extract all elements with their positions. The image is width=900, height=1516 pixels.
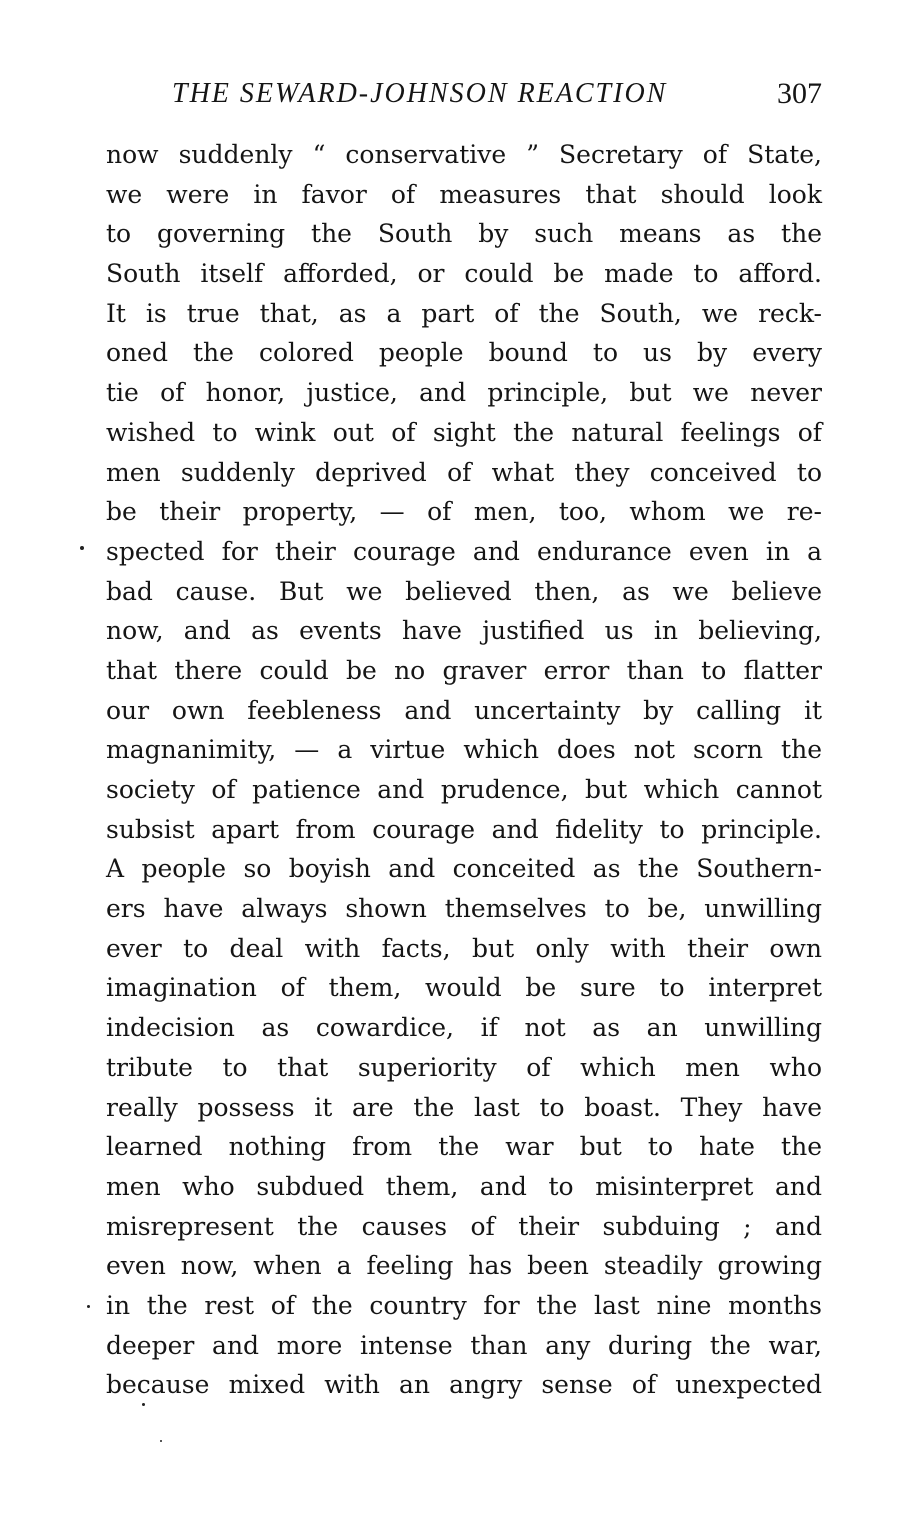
- text-line: wished to wink out of sight the natural feelings of: [106, 417, 822, 447]
- text-line: subsist apart from courage and fidelity to principle.: [106, 814, 822, 844]
- ink-speck: [142, 1403, 145, 1406]
- text-line: to governing the South by such means as the: [106, 219, 822, 249]
- text-line: oned the colored people bound to us by every: [106, 338, 822, 368]
- body-text: [106, 135, 822, 1405]
- ink-speck: [160, 1440, 162, 1442]
- text-line: our own feebleness and uncertainty by calling it: [106, 695, 822, 725]
- text-line: ers have always shown themselves to be, unwilling: [106, 894, 822, 924]
- text-line: spected for their courage and endurance even in a: [106, 536, 822, 566]
- text-line: really possess it are the last to boast. They have: [106, 1092, 822, 1122]
- text-line: be their property, — of men, too, whom we re-: [106, 497, 822, 527]
- ink-speck: [80, 546, 84, 550]
- text-line: bad cause. But we believed then, as we believe: [106, 576, 822, 606]
- text-line: misrepresent the causes of their subduing ; and: [106, 1211, 822, 1241]
- text-line: tie of honor, justice, and principle, but we never: [106, 378, 822, 408]
- text-line: now suddenly “ conservative ” Secretary of State,: [106, 140, 822, 169]
- page-number: 307: [777, 77, 822, 110]
- text-line: tribute to that superiority of which men who: [106, 1052, 822, 1082]
- text-line: now, and as events have justified us in believing,: [106, 616, 822, 646]
- text-line: imagination of them, would be sure to interpret: [106, 973, 822, 1003]
- text-line: South itself afforded, or could be made to afford.: [106, 259, 822, 289]
- text-line: A people so boyish and conceited as the Southern-: [106, 854, 822, 884]
- text-line: deeper and more intense than any during the war,: [106, 1330, 822, 1360]
- text-line: in the rest of the country for the last nine months: [106, 1290, 822, 1320]
- running-head: [106, 74, 822, 114]
- text-line: indecision as cowardice, if not as an unwilling: [106, 1013, 822, 1043]
- running-title: THE SEWARD-JOHNSON REACTION: [172, 78, 668, 109]
- text-line: men suddenly deprived of what they conceived to: [106, 457, 822, 487]
- text-line: society of patience and prudence, but which cannot: [106, 775, 822, 804]
- text-line: because mixed with an angry sense of unexpected: [106, 1370, 822, 1400]
- text-line: that there could be no graver error than to flatter: [106, 655, 822, 685]
- text-line: learned nothing from the war but to hate the: [106, 1132, 822, 1162]
- ink-speck: [87, 1305, 90, 1308]
- text-line: magnanimity, — a virtue which does not scorn the: [106, 735, 822, 765]
- text-line: ever to deal with facts, but only with their own: [106, 933, 822, 963]
- text-line: even now, when a feeling has been steadily growing: [106, 1251, 822, 1281]
- text-line: men who subdued them, and to misinterpret and: [106, 1171, 822, 1201]
- text-line: It is true that, as a part of the South, we reck-: [106, 298, 822, 328]
- text-line: we were in favor of measures that should look: [106, 179, 822, 209]
